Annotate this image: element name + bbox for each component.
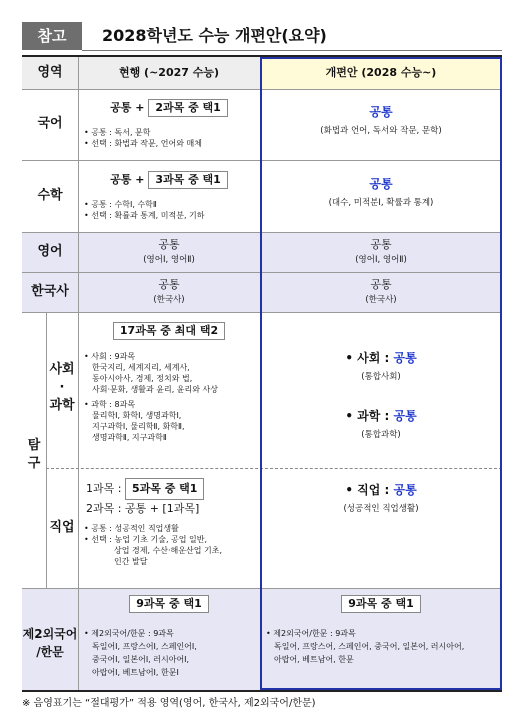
math-current-prefix: 공통 +: [110, 173, 145, 186]
list-item: • 제2외국어/한문 : 9과목: [266, 629, 356, 638]
list-item: 물리학Ⅰ, 화학Ⅰ, 생명과학Ⅰ,: [92, 411, 182, 420]
list-item: • 제2외국어/한문 : 9과목: [84, 629, 174, 638]
row-label-social: 사회: [49, 362, 75, 377]
inquiry-new-science-sub: (통합과학): [361, 430, 401, 440]
math-current-box: 3과목 중 택1: [148, 171, 227, 189]
footnote: ※ 음영표기는 “절대평가” 적용 영역(영어, 한국사, 제2외국어/한문): [22, 698, 316, 709]
vocational-current-box: 5과목 중 택1: [125, 478, 204, 500]
row-divider: [22, 232, 502, 233]
row-label-english: 영어: [37, 244, 63, 259]
row-label-science: 과학: [49, 398, 75, 413]
row-label-history: 한국사: [31, 284, 69, 299]
history-new-sub: (한국사): [365, 295, 397, 305]
row-label-middot: ·: [59, 380, 65, 395]
list-item: 상업 경제, 수산·해운산업 기초,: [114, 546, 222, 555]
list-item: 아랍어, 베트남어, 한문: [274, 655, 354, 664]
inquiry-new-science: [260, 409, 502, 423]
row-divider: [22, 312, 502, 313]
inquiry-new-science-value: 공통: [393, 409, 417, 423]
row-label-vocational: 직업: [49, 520, 75, 535]
history-current-main: 공통: [158, 278, 180, 291]
inquiry-divider: [46, 468, 502, 469]
inquiry-new-science-prefix: • 과학 :: [345, 409, 394, 423]
row-label-inquiry-top: 탐: [27, 438, 41, 453]
second-language-current-choice: [78, 595, 260, 613]
inquiry-current-choice: [78, 322, 260, 340]
history-current-sub: (한국사): [153, 295, 185, 305]
list-item: • 사회 : 9과목: [84, 352, 136, 361]
inquiry-new-social: [260, 351, 502, 365]
vocational-current-prefix: 1과목 :: [86, 482, 122, 495]
history-new-main: 공통: [370, 278, 392, 291]
column-current: 현행 (~2027 수능): [118, 66, 220, 79]
title-underline: [82, 50, 502, 51]
inquiry-new-social-value: 공통: [393, 351, 417, 365]
list-item: 지구과학Ⅰ, 물리학Ⅱ, 화학Ⅱ,: [92, 422, 185, 431]
vocational-current-list: [84, 523, 222, 567]
vocational-new: [260, 483, 502, 497]
korean-new-main: 공통: [369, 105, 393, 119]
reference-badge: 참고: [22, 22, 82, 50]
list-item: 아랍어Ⅰ, 베트남어Ⅰ, 한문Ⅰ: [92, 668, 179, 677]
vocational-current-line1: [86, 478, 204, 500]
vocational-new-value: 공통: [393, 483, 417, 497]
header: [22, 22, 502, 52]
row-label-inquiry-bottom: 구: [27, 456, 41, 471]
list-item: 중국어Ⅰ, 일본어Ⅰ, 러시아어Ⅰ,: [92, 655, 190, 664]
korean-current-list: [84, 127, 202, 149]
korean-current-prefix: 공통 +: [110, 101, 145, 114]
second-language-new-box: 9과목 중 택1: [341, 595, 420, 613]
second-language-new-list: [266, 627, 464, 666]
second-language-current-list: [84, 627, 197, 679]
inquiry-current-list: [84, 351, 218, 443]
korean-current-choice: [78, 99, 260, 117]
row-divider: [22, 272, 502, 273]
comparison-table: [22, 55, 502, 692]
list-item: • 선택 : 농업 기초 기술, 공업 일반,: [84, 535, 208, 544]
row-divider: [22, 160, 502, 161]
row-label-second-language-1: 제2외국어: [22, 627, 78, 641]
english-new-sub: (영어Ⅰ, 영어Ⅱ): [355, 255, 407, 265]
math-new-sub: (대수, 미적분Ⅰ, 확률과 통계): [328, 198, 434, 208]
list-item: • 공통 : 성공적인 직업생활: [84, 524, 179, 533]
row-label-korean: 국어: [37, 116, 63, 131]
inquiry-subdivider: [46, 312, 47, 588]
english-current-main: 공통: [158, 238, 180, 251]
list-item: 사회·문화, 생활과 윤리, 윤리와 사상: [92, 385, 218, 394]
math-new-main: 공통: [369, 177, 393, 191]
inquiry-new-social-sub: (통합사회): [361, 372, 401, 382]
column-new: 개편안 (2028 수능~): [325, 66, 437, 79]
row-divider: [22, 89, 502, 90]
list-item: 독일어, 프랑스어, 스페인어, 중국어, 일본어, 러시아어,: [274, 642, 465, 651]
english-current-sub: (영어Ⅰ, 영어Ⅱ): [143, 255, 195, 265]
korean-new-sub: (화법과 언어, 독서와 작문, 문학): [320, 126, 442, 136]
row-label-math: 수학: [37, 188, 63, 203]
row-label-second-language-2: /한문: [36, 645, 64, 659]
inquiry-new-social-prefix: • 사회 :: [345, 351, 394, 365]
list-item: 인간 발달: [114, 557, 148, 566]
vocational-current-line2: 2과목 : 공통 + [1과목]: [86, 502, 200, 515]
row-divider: [22, 588, 502, 589]
math-current-choice: [78, 171, 260, 189]
list-item: 생명과학Ⅱ, 지구과학Ⅱ: [92, 433, 167, 442]
list-item: 독일어Ⅰ, 프랑스어Ⅰ, 스페인어Ⅰ,: [92, 642, 197, 651]
list-item: • 공통 : 수학Ⅰ, 수학Ⅱ: [84, 200, 157, 209]
vocational-new-sub: (성공적인 직업생활): [343, 504, 419, 514]
english-new-main: 공통: [370, 238, 392, 251]
list-item: 한국지리, 세계지리, 세계사,: [92, 363, 190, 372]
math-current-list: [84, 199, 205, 221]
korean-current-box: 2과목 중 택1: [148, 99, 227, 117]
list-item: • 과학 : 8과목: [84, 400, 136, 409]
list-item: • 선택 : 확률과 통계, 미적분, 기하: [84, 211, 205, 220]
list-item: 동아시아사, 경제, 정치와 법,: [92, 374, 193, 383]
page-title: 2028학년도 수능 개편안(요약): [102, 26, 327, 45]
list-item: • 공통 : 독서, 문학: [84, 128, 151, 137]
vocational-new-prefix: • 직업 :: [345, 483, 394, 497]
list-item: • 선택 : 화법과 작문, 언어와 매체: [84, 139, 202, 148]
column-subject: 영역: [37, 65, 63, 80]
second-language-current-box: 9과목 중 택1: [129, 595, 208, 613]
second-language-new-choice: [260, 595, 502, 613]
inquiry-current-box: 17과목 중 최대 택2: [113, 322, 225, 340]
